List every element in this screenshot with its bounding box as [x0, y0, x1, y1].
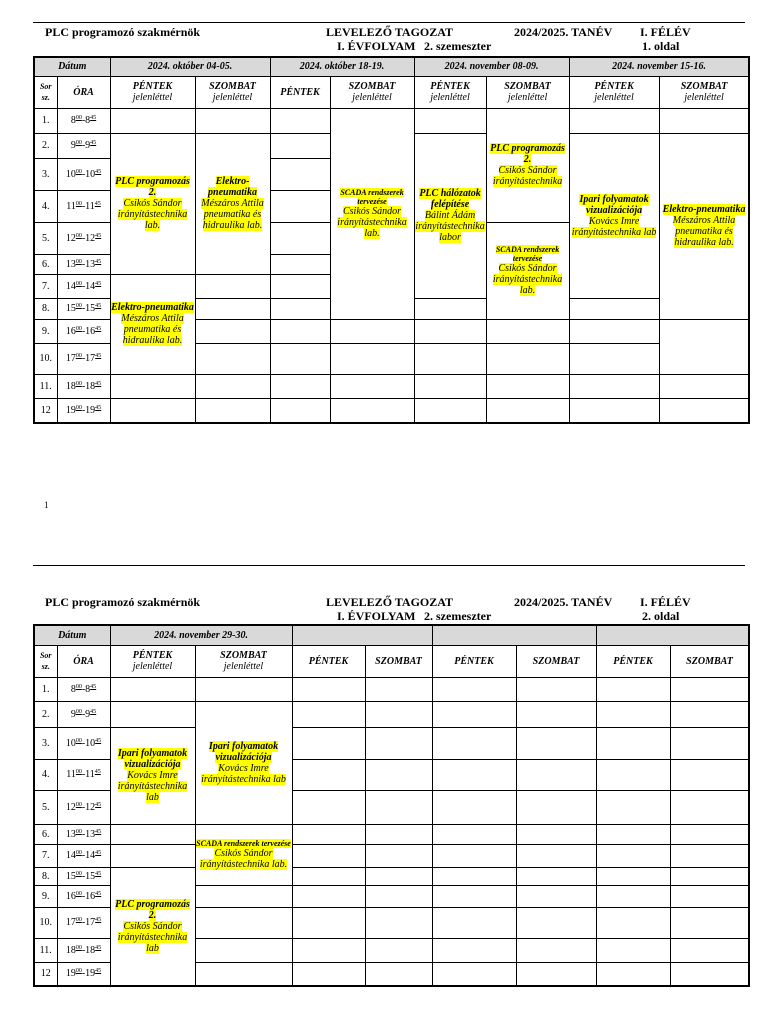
- empty-cell: [432, 962, 516, 986]
- row-number: 4.: [34, 190, 57, 222]
- ora-label: ÓRA: [57, 76, 110, 108]
- row-number: 12: [34, 962, 57, 986]
- date-header: 2024. november 29-30.: [110, 625, 292, 645]
- empty-cell: [110, 824, 195, 844]
- empty-cell: [516, 938, 596, 962]
- empty-cell: [270, 133, 330, 158]
- event-elektro-pneumatika: Elektro-pneumatika Mészáros Attila pneumatika és hidraulika lab.: [659, 133, 749, 319]
- empty-cell: [414, 374, 486, 398]
- empty-cell: [292, 844, 365, 867]
- time-slot: $17^{00}-17^{45}$: [57, 343, 110, 374]
- top-rule: [33, 22, 745, 23]
- time-slot: $18^{00}-18^{45}$: [57, 374, 110, 398]
- event-elektro-pneumatika: Elektro-pneumatika Mészáros Attila pneumatika és hidraulika lab.: [195, 133, 270, 274]
- time-slot: $16^{00}-16^{45}$: [57, 319, 110, 343]
- empty-cell: [270, 274, 330, 298]
- empty-cell: [569, 343, 659, 374]
- empty-cell: [596, 824, 670, 844]
- empty-cell: [516, 790, 596, 824]
- sor-label: Sor sz.: [34, 76, 57, 108]
- row-number: 4.: [34, 759, 57, 790]
- row-number: 7.: [34, 844, 57, 867]
- empty-cell: [195, 938, 292, 962]
- empty-cell: [670, 759, 749, 790]
- empty-cell: [330, 374, 414, 398]
- empty-cell: [195, 343, 270, 374]
- empty-cell: [432, 759, 516, 790]
- day-header: PÉNTEK jelenléttel: [110, 76, 195, 108]
- event-scada: SCADA rendszerek tervezése Csikós Sándor irányítástechnika lab.: [486, 222, 569, 319]
- time-slot: $12^{00}-12^{45}$: [57, 790, 110, 824]
- event-plc-programozas: PLC programozás 2. Csikós Sándor irányítástechnika lab: [110, 867, 195, 986]
- schedule-table-2: [33, 624, 750, 987]
- empty-cell: [516, 885, 596, 907]
- time-slot: $18^{00}-18^{45}$: [57, 938, 110, 962]
- study-mode: LEVELEZŐ TAGOZAT: [326, 595, 454, 609]
- time-slot: $14^{00}-14^{45}$: [57, 844, 110, 867]
- empty-cell: [569, 298, 659, 319]
- empty-cell: [432, 790, 516, 824]
- empty-cell: [292, 701, 365, 727]
- empty-cell: [516, 962, 596, 986]
- empty-cell: [432, 938, 516, 962]
- empty-cell: [195, 374, 270, 398]
- empty-cell: [569, 398, 659, 423]
- date-label: Dátum: [34, 57, 110, 76]
- row-number: 9.: [34, 885, 57, 907]
- empty-cell: [659, 108, 749, 133]
- empty-cell: [596, 677, 670, 701]
- empty-cell: [596, 962, 670, 986]
- empty-cell: [596, 759, 670, 790]
- empty-cell: [670, 885, 749, 907]
- empty-cell: [596, 885, 670, 907]
- empty-cell: [292, 907, 365, 938]
- time-slot: $8^{00}-8^{45}$: [57, 108, 110, 133]
- row-number: 5.: [34, 790, 57, 824]
- time-slot: $11^{00}-11^{45}$: [57, 190, 110, 222]
- day-header: PÉNTEK jelenléttel: [569, 76, 659, 108]
- empty-cell: [516, 844, 596, 867]
- day-header: SZOMBAT jelenléttel: [195, 645, 292, 677]
- empty-cell: [596, 844, 670, 867]
- empty-cell: [569, 374, 659, 398]
- empty-cell: [270, 398, 330, 423]
- szemeszter: 2. szemeszter: [424, 39, 492, 53]
- program-title: PLC programozó szakmérnök: [45, 25, 201, 39]
- empty-cell: [516, 867, 596, 885]
- empty-cell: [414, 319, 486, 343]
- top-rule: [33, 565, 745, 566]
- row-number: 2.: [34, 701, 57, 727]
- empty-cell: [110, 374, 195, 398]
- row-number: 3.: [34, 727, 57, 759]
- row-number: 7.: [34, 274, 57, 298]
- empty-cell: [414, 298, 486, 319]
- empty-cell: [596, 867, 670, 885]
- row-number: 8.: [34, 298, 57, 319]
- day-header: PÉNTEK: [292, 645, 365, 677]
- date-header: 2024. november 08-09.: [414, 57, 569, 76]
- date-header: 2024. november 15-16.: [569, 57, 749, 76]
- empty-cell: [270, 319, 330, 343]
- empty-cell: [110, 677, 195, 701]
- evfolyam: I. ÉVFOLYAM: [337, 609, 416, 623]
- empty-cell: [110, 701, 195, 727]
- empty-cell: [195, 907, 292, 938]
- empty-cell: [292, 867, 365, 885]
- empty-cell: [670, 938, 749, 962]
- event-plc-programozas: PLC programozás 2. Csikós Sándor irányítástechnika lab.: [110, 133, 195, 274]
- time-slot: $10^{00}-10^{45}$: [57, 158, 110, 190]
- day-header: SZOMBAT jelenléttel: [330, 76, 414, 108]
- empty-cell: [432, 885, 516, 907]
- empty-cell: [670, 701, 749, 727]
- empty-cell: [414, 398, 486, 423]
- row-number: 6.: [34, 824, 57, 844]
- empty-cell: [670, 727, 749, 759]
- row-number: 2.: [34, 133, 57, 158]
- event-plc-halozatok: PLC hálózatok felépítése Bálint Ádám irányítástechnika labor: [414, 133, 486, 298]
- empty-cell: [195, 885, 292, 907]
- day-header: PÉNTEK: [596, 645, 670, 677]
- empty-cell: [270, 374, 330, 398]
- empty-cell: [270, 254, 330, 274]
- empty-cell: [365, 907, 432, 938]
- empty-cell: [365, 677, 432, 701]
- row-number: 5.: [34, 222, 57, 254]
- row-number: 10.: [34, 343, 57, 374]
- empty-cell: [270, 298, 330, 319]
- empty-cell: [365, 867, 432, 885]
- row-number: 12: [34, 398, 57, 423]
- date-header: 2024. október 04-05.: [110, 57, 270, 76]
- empty-cell: [195, 962, 292, 986]
- date-header: [292, 625, 432, 645]
- empty-cell: [670, 824, 749, 844]
- empty-cell: [670, 962, 749, 986]
- program-title: PLC programozó szakmérnök: [45, 595, 201, 609]
- page-label: 2. oldal: [642, 609, 680, 623]
- empty-cell: [110, 398, 195, 423]
- empty-cell: [516, 824, 596, 844]
- row-number: 10.: [34, 907, 57, 938]
- time-slot: $13^{00}-13^{45}$: [57, 824, 110, 844]
- day-header: SZOMBAT jelenléttel: [659, 76, 749, 108]
- empty-cell: [330, 319, 414, 343]
- event-ipari-folyamatok: Ipari folyamatok vizualizációja Kovács Imre irányítástechnika lab: [569, 133, 659, 298]
- empty-cell: [516, 759, 596, 790]
- empty-cell: [432, 677, 516, 701]
- time-slot: $9^{00}-9^{45}$: [57, 133, 110, 158]
- time-slot: $19^{00}-19^{45}$: [57, 398, 110, 423]
- empty-cell: [270, 158, 330, 190]
- empty-cell: [432, 844, 516, 867]
- date-header: [596, 625, 749, 645]
- date-label: Dátum: [34, 625, 110, 645]
- empty-cell: [365, 938, 432, 962]
- row-number: 9.: [34, 319, 57, 343]
- empty-cell: [292, 962, 365, 986]
- empty-cell: [670, 790, 749, 824]
- empty-cell: [365, 790, 432, 824]
- empty-cell: [365, 824, 432, 844]
- empty-cell: [195, 677, 292, 701]
- academic-year: 2024/2025. TANÉV: [514, 25, 613, 39]
- empty-cell: [659, 374, 749, 398]
- date-header: [432, 625, 596, 645]
- row-number: 11.: [34, 374, 57, 398]
- time-slot: $15^{00}-15^{45}$: [57, 867, 110, 885]
- day-header: PÉNTEK jelenléttel: [110, 645, 195, 677]
- empty-cell: [432, 907, 516, 938]
- empty-cell: [414, 108, 486, 133]
- time-slot: $12^{00}-12^{45}$: [57, 222, 110, 254]
- empty-cell: [195, 298, 270, 319]
- empty-cell: [292, 824, 365, 844]
- empty-cell: [486, 374, 569, 398]
- szemeszter: 2. szemeszter: [424, 609, 492, 623]
- time-slot: $10^{00}-10^{45}$: [57, 727, 110, 759]
- empty-cell: [516, 677, 596, 701]
- sor-label: Sor sz.: [34, 645, 57, 677]
- event-elektro-pneumatika: Elektro-pneumatika Mészáros Attila pneumatika és hidraulika lab.: [110, 274, 195, 374]
- empty-cell: [596, 790, 670, 824]
- day-header: SZOMBAT: [670, 645, 749, 677]
- empty-cell: [292, 727, 365, 759]
- day-header: SZOMBAT: [516, 645, 596, 677]
- empty-cell: [365, 844, 432, 867]
- empty-cell: [330, 398, 414, 423]
- empty-cell: [516, 701, 596, 727]
- row-number: 11.: [34, 938, 57, 962]
- empty-cell: [365, 701, 432, 727]
- empty-cell: [414, 343, 486, 374]
- empty-cell: [195, 319, 270, 343]
- empty-cell: [195, 108, 270, 133]
- time-slot: $11^{00}-11^{45}$: [57, 759, 110, 790]
- empty-cell: [670, 844, 749, 867]
- empty-cell: [365, 885, 432, 907]
- evfolyam: I. ÉVFOLYAM: [337, 39, 416, 53]
- time-slot: $14^{00}-14^{45}$: [57, 274, 110, 298]
- time-slot: $15^{00}-15^{45}$: [57, 298, 110, 319]
- empty-cell: [330, 343, 414, 374]
- ora-label: ÓRA: [57, 645, 110, 677]
- event-scada: SCADA rendszerek tervezése Csikós Sándor irányítástechnika lab.: [330, 108, 414, 319]
- empty-cell: [270, 222, 330, 254]
- event-ipari-folyamatok: Ipari folyamatok vizualizációja Kovács Imre irányítástechnika lab: [110, 727, 195, 824]
- day-header: PÉNTEK jelenléttel: [414, 76, 486, 108]
- empty-cell: [292, 885, 365, 907]
- empty-cell: [270, 190, 330, 222]
- study-mode: LEVELEZŐ TAGOZAT: [326, 25, 454, 39]
- day-header: SZOMBAT: [365, 645, 432, 677]
- empty-cell: [432, 727, 516, 759]
- time-slot: $19^{00}-19^{45}$: [57, 962, 110, 986]
- date-header: 2024. október 18-19.: [270, 57, 414, 76]
- empty-cell: [569, 108, 659, 133]
- empty-cell: [596, 938, 670, 962]
- page-number: 1: [44, 500, 49, 510]
- empty-cell: [432, 824, 516, 844]
- day-header: PÉNTEK: [432, 645, 516, 677]
- empty-cell: [110, 108, 195, 133]
- empty-cell: [486, 319, 569, 343]
- empty-cell: [195, 274, 270, 298]
- time-slot: $13^{00}-13^{45}$: [57, 254, 110, 274]
- empty-cell: [670, 867, 749, 885]
- day-header: SZOMBAT jelenléttel: [195, 76, 270, 108]
- empty-cell: [486, 343, 569, 374]
- time-slot: $17^{00}-17^{45}$: [57, 907, 110, 938]
- empty-cell: [516, 907, 596, 938]
- time-slot: $8^{00}-8^{45}$: [57, 677, 110, 701]
- row-number: 3.: [34, 158, 57, 190]
- row-number: 1.: [34, 677, 57, 701]
- day-header: SZOMBAT jelenléttel: [486, 76, 569, 108]
- row-number: 6.: [34, 254, 57, 274]
- empty-cell: [365, 962, 432, 986]
- empty-cell: [516, 727, 596, 759]
- empty-cell: [670, 677, 749, 701]
- empty-cell: [195, 398, 270, 423]
- empty-cell: [596, 701, 670, 727]
- row-number: 8.: [34, 867, 57, 885]
- row-number: 1.: [34, 108, 57, 133]
- semester: I. FÉLÉV: [640, 595, 691, 609]
- empty-cell: [432, 701, 516, 727]
- empty-cell: [365, 727, 432, 759]
- empty-cell: [486, 398, 569, 423]
- academic-year: 2024/2025. TANÉV: [514, 595, 613, 609]
- empty-cell: [670, 907, 749, 938]
- empty-cell: [292, 790, 365, 824]
- day-header: PÉNTEK: [270, 76, 330, 108]
- event-plc-programozas: PLC programozás 2. Csikós Sándor irányítástechnika: [486, 108, 569, 222]
- event-ipari-folyamatok: Ipari folyamatok vizualizációja Kovács Imre irányítástechnika lab: [195, 701, 292, 824]
- schedule-table-1: [33, 56, 750, 424]
- empty-cell: [292, 677, 365, 701]
- empty-cell: [292, 938, 365, 962]
- empty-cell: [110, 844, 195, 867]
- page-label: 1. oldal: [642, 39, 680, 53]
- empty-cell: [596, 907, 670, 938]
- empty-cell: [270, 343, 330, 374]
- time-slot: $16^{00}-16^{45}$: [57, 885, 110, 907]
- empty-cell: [659, 398, 749, 423]
- event-scada: SCADA rendszerek tervezése Csikós Sándor irányítástechnika lab.: [195, 824, 292, 885]
- empty-cell: [569, 319, 659, 343]
- empty-cell: [270, 108, 330, 133]
- time-slot: $9^{00}-9^{45}$: [57, 701, 110, 727]
- empty-cell: [292, 759, 365, 790]
- empty-cell: [596, 727, 670, 759]
- empty-cell: [432, 867, 516, 885]
- semester: I. FÉLÉV: [640, 25, 691, 39]
- empty-cell: [365, 759, 432, 790]
